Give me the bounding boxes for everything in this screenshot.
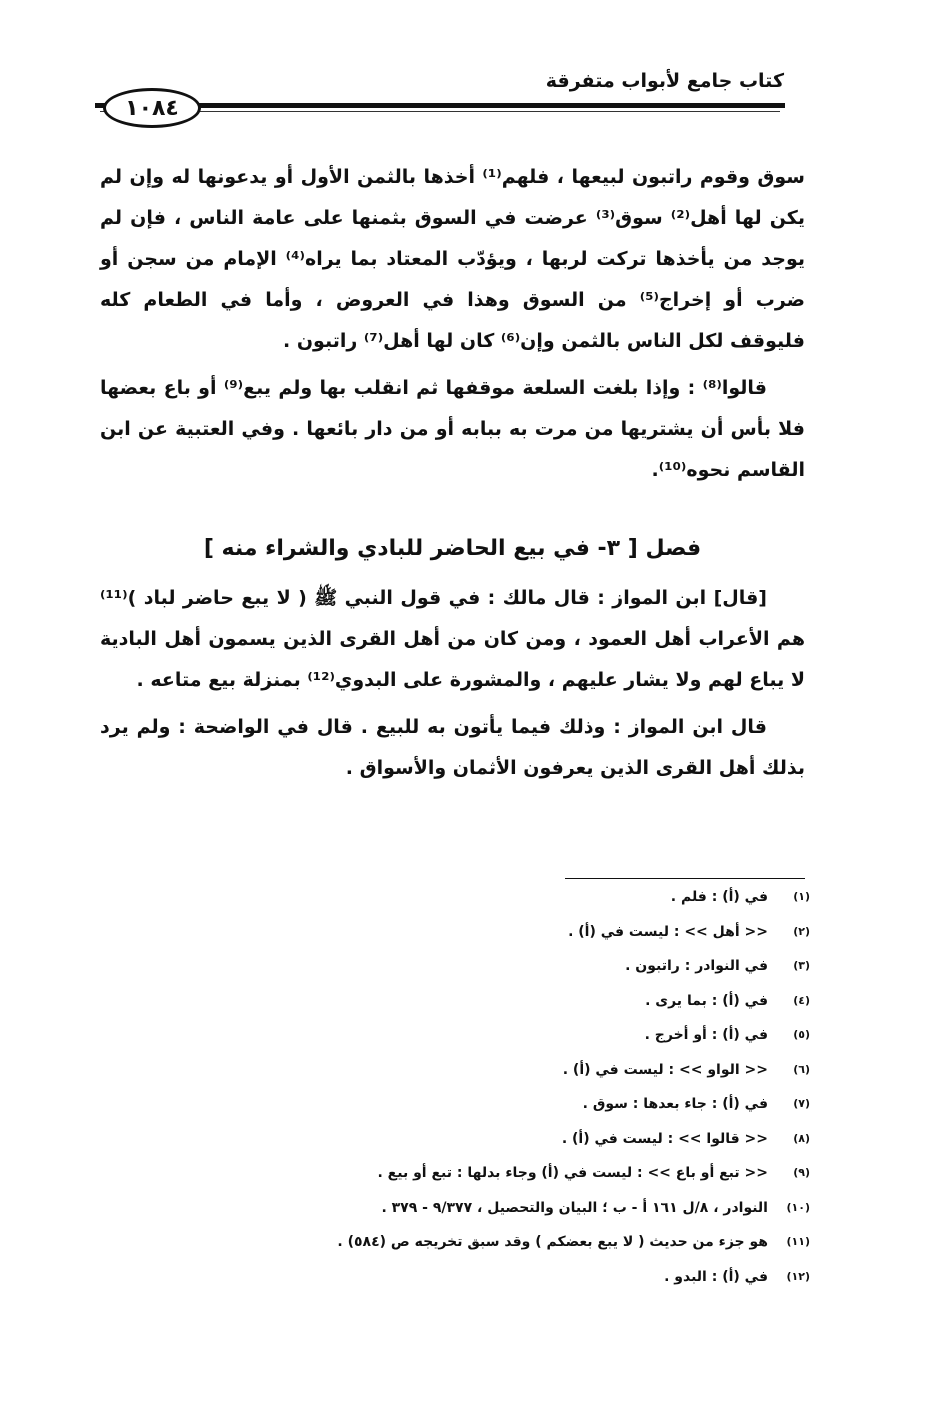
footnote-text: في (أ) : أو أخرج . <box>644 1027 768 1043</box>
footnote-text: في النوادر : راتبون . <box>625 958 768 974</box>
footnote-text: << أهل >> : ليست في (أ) . <box>568 923 768 940</box>
footnote <box>300 1260 810 1295</box>
footnote <box>300 1191 810 1226</box>
footnote <box>300 1225 810 1260</box>
footnote-text: في (أ) : فلم . <box>670 889 768 905</box>
footnotes <box>300 880 810 1294</box>
footnote-separator <box>565 878 805 879</box>
footnote-text: << الواو >> : ليست في (أ) . <box>562 1061 768 1078</box>
paragraph: سوق وقوم راتبون لبيعها ، فلهم⁽¹⁾ أخذها بالثمن الأول أو يدعونها له وإن لم يكن لها أهل⁽²⁾ سوق⁽³⁾ عرضت في السوق بثمنها على عامة الناس ، فإن لم يوجد من يأخذها تركت لربها ، ويؤدّب المعتاد بما يراه⁽⁴⁾ الإمام من سجن أو ضرب أو إخراج⁽⁵⁾ من السوق وهذا في العروض ، وأما في الطعام كله فليوقف لكل الناس بالثمن وإن⁽⁶⁾ كان لها أهل⁽⁷⁾ راتبون . <box>100 166 805 352</box>
footnote-text: << قالوا >> : ليست في (أ) . <box>561 1130 768 1147</box>
running-header-title: كتاب جامع لأبواب متفرقة <box>545 70 784 92</box>
paragraph: قالوا⁽⁸⁾ : وإذا بلغت السلعة موقفها ثم انقلب بها ولم يبع⁽⁹⁾ أو باع بعضها فلا بأس أن يشتريها من مرت به ببابه أو من دار بائعها . وفي العتبية عن ابن القاسم نحوه⁽¹⁰⁾. <box>100 377 805 481</box>
paragraph: [قال] ابن المواز : قال مالك : في قول النبي ﷺ ( لا يبع حاضر لباد )⁽¹¹⁾ هم الأعراب أهل العمود ، ومن كان من أهل القرى الذين يسمون أهل البادية لا يباع لهم ولا يشار عليهم ، والمشورة على البدوي⁽¹²⁾ بمنزلة بيع متاعه . <box>100 587 805 691</box>
section-heading: فصل [ ٣- في بيع الحاضر للبادي والشراء منه ] <box>203 536 702 561</box>
footnote-text: النوادر ، ٨/ل ١٦١ أ - ب ؛ البيان والتحصيل ، ٩/٣٧٧ - ٣٧٩ . <box>381 1199 768 1216</box>
footnote-text: في (أ) : بما يرى . <box>645 992 768 1009</box>
footnote <box>300 1053 810 1088</box>
footnote-number: (٨) <box>793 1131 810 1145</box>
header-rule-thin <box>100 111 780 112</box>
footnote-number: (٤) <box>793 993 810 1007</box>
footnote-number: (١٠) <box>786 1200 810 1214</box>
footnote <box>300 1156 810 1191</box>
footnote-number: (٢) <box>793 924 810 938</box>
footnote-number: (١٢) <box>786 1269 810 1283</box>
page-number-text: ١٠٨٤ <box>125 95 179 121</box>
footnote-number: (١١) <box>786 1235 810 1248</box>
footnote-text: هو جزء من حديث ( لا يبع بعضكم ) وقد سبق تخريجه ص (٥٨٤) . <box>337 1234 768 1250</box>
paragraph: قال ابن المواز : وذلك فيما يأتون به للبيع . قال في الواضحة : ولم يرد بذلك أهل القرى الذين يعرفون الأثمان والأسواق . <box>100 716 805 779</box>
footnote-number: (٣) <box>793 959 810 972</box>
footnote <box>300 1122 810 1157</box>
footnote-number: (٥) <box>793 1028 810 1041</box>
footnote-number: (٦) <box>793 1062 810 1076</box>
footnote-text: في (أ) : جاء بعدها : سوق . <box>582 1096 768 1112</box>
footnote <box>300 880 810 915</box>
footnote-number: (٩) <box>793 1166 810 1179</box>
footnote-text: << تبع أو باع >> : ليست في (أ) وجاء بدلها : تبع أو بيع . <box>377 1165 768 1181</box>
footnote <box>300 984 810 1019</box>
footnote <box>300 1087 810 1122</box>
page-number <box>103 88 201 128</box>
footnote-number: (١) <box>793 890 810 903</box>
footnote <box>300 1018 810 1053</box>
footnote <box>300 915 810 950</box>
footnote <box>300 949 810 984</box>
footnote-number: (٧) <box>793 1097 810 1110</box>
footnote-text: في (أ) : البدو . <box>664 1268 768 1285</box>
body-section-bottom <box>100 578 805 789</box>
body-section-top <box>100 157 805 491</box>
